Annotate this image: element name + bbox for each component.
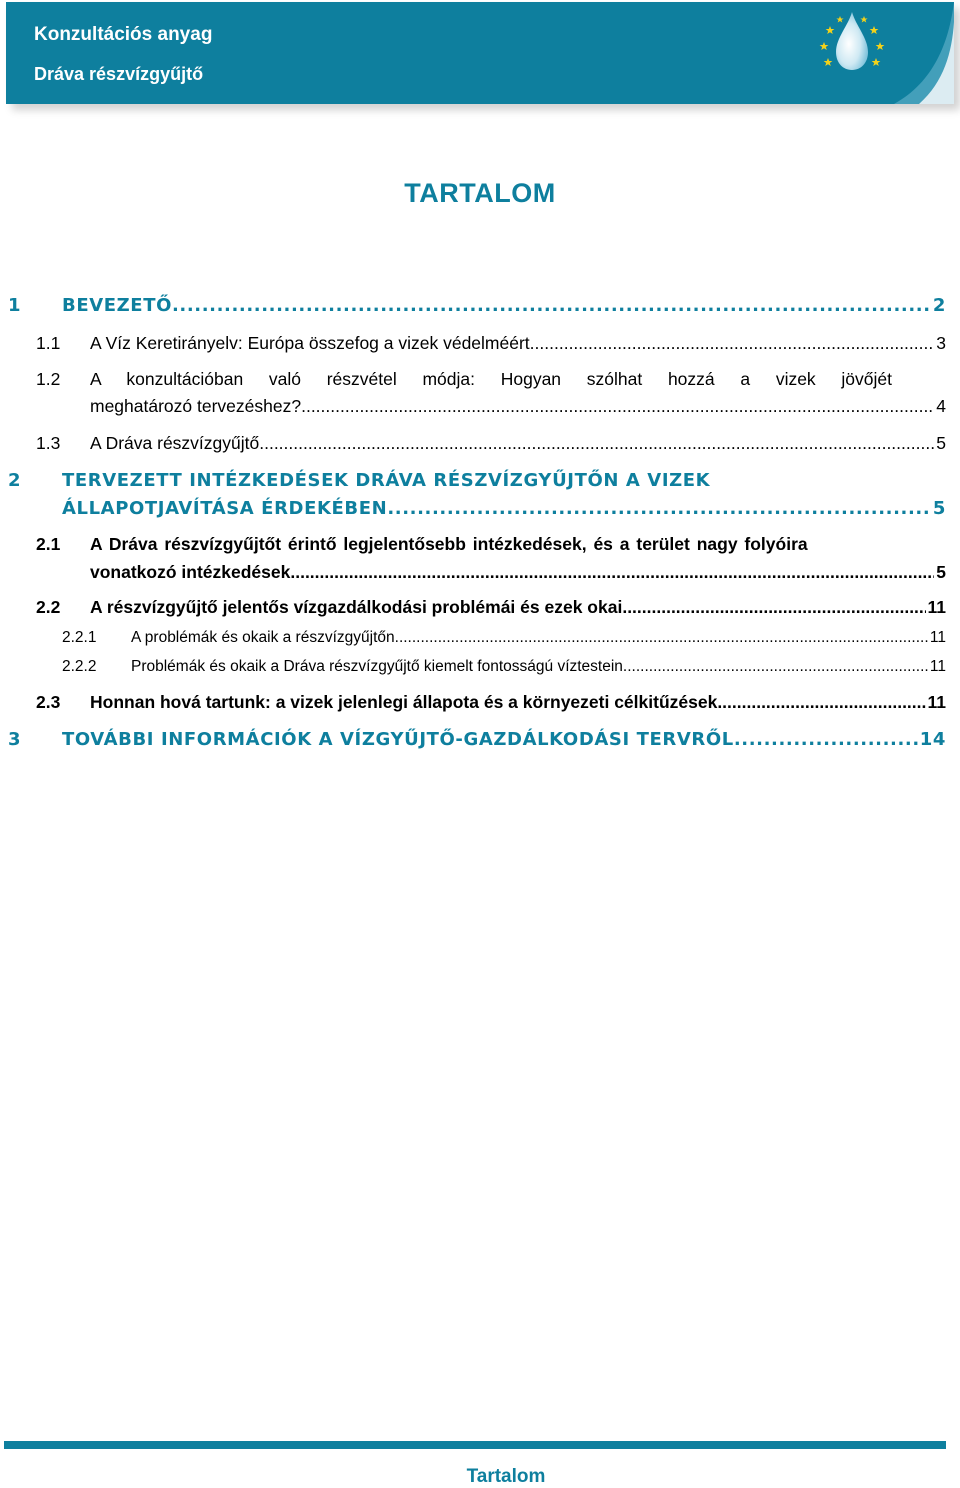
- toc-entry-text-line2: ÁLLAPOTJAVÍTÁSA ÉRDEKÉBEN: [62, 498, 388, 519]
- leader-dots: [301, 396, 934, 417]
- leader-dots: [259, 433, 934, 454]
- toc-page-number: 14: [919, 729, 946, 750]
- toc-entry-text: A problémák és okaik a részvízgyűjtőn: [131, 629, 395, 646]
- toc-entry-text: Honnan hová tartunk: a vizek jelenlegi állapota és a környezeti célkitűzések: [90, 692, 718, 712]
- toc-page-number: 11: [929, 658, 946, 675]
- leader-dots: [530, 333, 935, 354]
- toc-entry-text-line1: A konzultációban való részvétel módja: Hogyan szólhat hozzá a vizek jövőjét: [90, 369, 892, 389]
- toc-entry-text-line1: A Dráva részvízgyűjtőt érintő legjelentősebb intézkedések, és a terület nagy folyóira: [90, 534, 808, 554]
- toc-entry-number: 2.1: [36, 534, 61, 554]
- toc-entry-text-line1: TERVEZETT INTÉZKEDÉSEK DRÁVA RÉSZVÍZGYŰJTŐN A VIZEK: [62, 470, 711, 491]
- toc-entry-number: 2.3: [36, 692, 61, 712]
- leader-dots: [172, 295, 931, 316]
- banner-corner-swoosh: [824, 2, 954, 104]
- toc-entry-number: 2.2: [36, 597, 61, 617]
- toc-entry-number: 2: [8, 470, 22, 491]
- toc-page-number: 5: [936, 433, 946, 453]
- toc-entry-number: 1.2: [36, 369, 61, 389]
- toc-entry-number: 1: [8, 295, 22, 316]
- toc-title: TARTALOM: [404, 178, 556, 208]
- leader-dots: [387, 498, 931, 519]
- toc-entry-number: 2.2.2: [62, 658, 97, 675]
- document-subject-label: Dráva részvízgyűjtő: [34, 64, 204, 84]
- toc-entry-text: TOVÁBBI INFORMÁCIÓK A VÍZGYŰJTŐ-GAZDÁLKODÁSI TERVRŐL: [62, 729, 734, 750]
- toc-page-number: 2: [932, 295, 946, 316]
- toc-page-number: 4: [936, 396, 946, 416]
- toc-page-number: 5: [932, 498, 946, 519]
- toc-page-number: 11: [929, 629, 946, 646]
- toc-entry-text-line2: meghatározó tervezéshez?: [90, 396, 302, 416]
- toc-page-number: 11: [927, 597, 946, 617]
- leader-dots: [734, 729, 918, 750]
- toc-page-number: 5: [936, 562, 946, 582]
- footer-rule: [4, 1441, 946, 1449]
- leader-dots: [290, 562, 934, 583]
- toc-entry-text: A Dráva részvízgyűjtő: [90, 433, 260, 453]
- footer-section-label: Tartalom: [466, 1466, 546, 1487]
- toc-entry-text: BEVEZETŐ: [62, 295, 172, 316]
- toc-entry-text: A Víz Keretirányelv: Európa összefog a vizek védelméért: [90, 333, 530, 353]
- toc-page-number: 3: [936, 333, 946, 353]
- toc-page-number: 11: [927, 692, 946, 712]
- leader-dots: [623, 658, 928, 676]
- leader-dots: [717, 692, 925, 713]
- toc-entry-number: 1.1: [36, 333, 61, 353]
- toc-entry-number: 3: [8, 729, 22, 750]
- toc-entry-number: 2.2.1: [62, 629, 97, 646]
- leader-dots: [395, 629, 928, 647]
- toc-entry-number: 1.3: [36, 433, 61, 453]
- toc-entry-text: A részvízgyűjtő jelentős vízgazdálkodási problémái és ezek okai: [90, 597, 623, 617]
- leader-dots: [622, 597, 925, 618]
- document-type-label: Konzultációs anyag: [34, 24, 213, 45]
- toc-entry-text-line2: vonatkozó intézkedések: [90, 562, 291, 582]
- toc-entry-text: Problémák és okaik a Dráva részvízgyűjtő kiemelt fontosságú víztestein: [131, 658, 623, 675]
- header-banner: [6, 2, 954, 104]
